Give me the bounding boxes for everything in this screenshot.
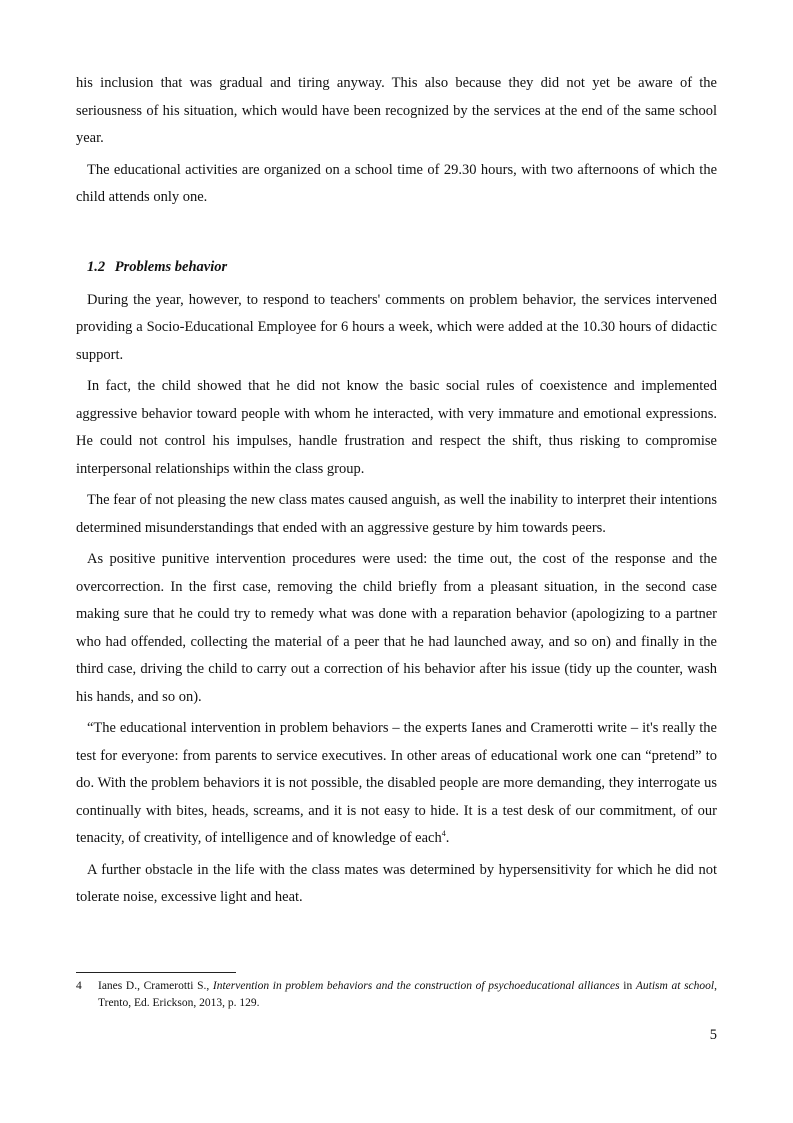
paragraph: As positive punitive intervention procedures were used: the time out, the cost of the response and the overcorrection. In the first case, removing the child briefly from a pleasant situation, in the second case making sure that he could try to remedy what was done with a reparation behavior (apologizing to a partner who had offended, collecting the material of a peer that he had launched away, and so on) and finally in the third case, driving the child to carry out a correction of his behavior after his issue (tidy up the counter, wash his hands, and so on). <box>76 551 717 705</box>
document-page <box>76 70 717 916</box>
footnote-text <box>98 978 717 1012</box>
footnote-in: in <box>619 980 636 992</box>
section-title: Problems behavior <box>114 258 228 275</box>
section-heading <box>87 254 717 281</box>
paragraph: The educational activities are organized on a school time of 29.30 hours, with two afternoons of which the child attends only one. <box>76 161 717 205</box>
paragraph: In fact, the child showed that he did not know the basic social rules of coexistence and implemented aggressive behavior toward people with whom he interacted, with very immature and emotional expressions. He could not control his impulses, handle frustration and respect the shift, thus risking to compromise interpersonal relationships within the class group. <box>76 378 717 477</box>
quote-text: “The educational intervention in problem behaviors – the experts Ianes and Cramerotti write – it's really the test for everyone: from parents to service executives. In other areas of educational work one can “pretend” to do. With the problem behaviors it is not possible, the disabled people are more demanding, they interrogate us continually with bites, heads, screams, and it is not easy to hide. It is a test desk of our commitment, of our tenacity, of creativity, of intelligence and of knowledge of each <box>76 720 717 846</box>
footnote-publisher: , Trento, Ed. Erickson, 2013, p. 129. <box>98 980 717 1009</box>
paragraph: During the year, however, to respond to teachers' comments on problem behavior, the services intervened providing a Socio-Educational Employee for 6 hours a week, which were added at the 10.30 hours of didactic support. <box>76 291 717 363</box>
footnote <box>76 978 717 1012</box>
paragraph: The fear of not pleasing the new class mates caused anguish, as well the inability to interpret their intentions determined misunderstandings that ended with an aggressive gesture by him towards peers. <box>76 492 717 536</box>
footnote-title: Intervention in problem behaviors and the construction of psychoeducational alliances <box>212 980 620 992</box>
quote-end: . <box>445 830 450 846</box>
paragraph: A further obstacle in the life with the class mates was determined by hypersensitivity for which he did not tolerate noise, excessive light and heat. <box>76 861 717 905</box>
footnote-number: 4 <box>76 980 82 992</box>
footnote-authors: Ianes D., Cramerotti S., <box>98 980 213 992</box>
paragraph: his inclusion that was gradual and tiring anyway. This also because they did not yet be aware of the seriousness of his situation, which would have been recognized by the services at the end of the same school year. <box>76 75 717 146</box>
footnote-reference[interactable]: 4 <box>441 829 446 839</box>
page-number: 5 <box>709 1027 717 1043</box>
footnote-book: Autism at school <box>635 980 715 992</box>
section-number: 1.2 <box>87 258 106 275</box>
quote-paragraph <box>76 715 717 853</box>
footnote-divider <box>76 972 236 973</box>
